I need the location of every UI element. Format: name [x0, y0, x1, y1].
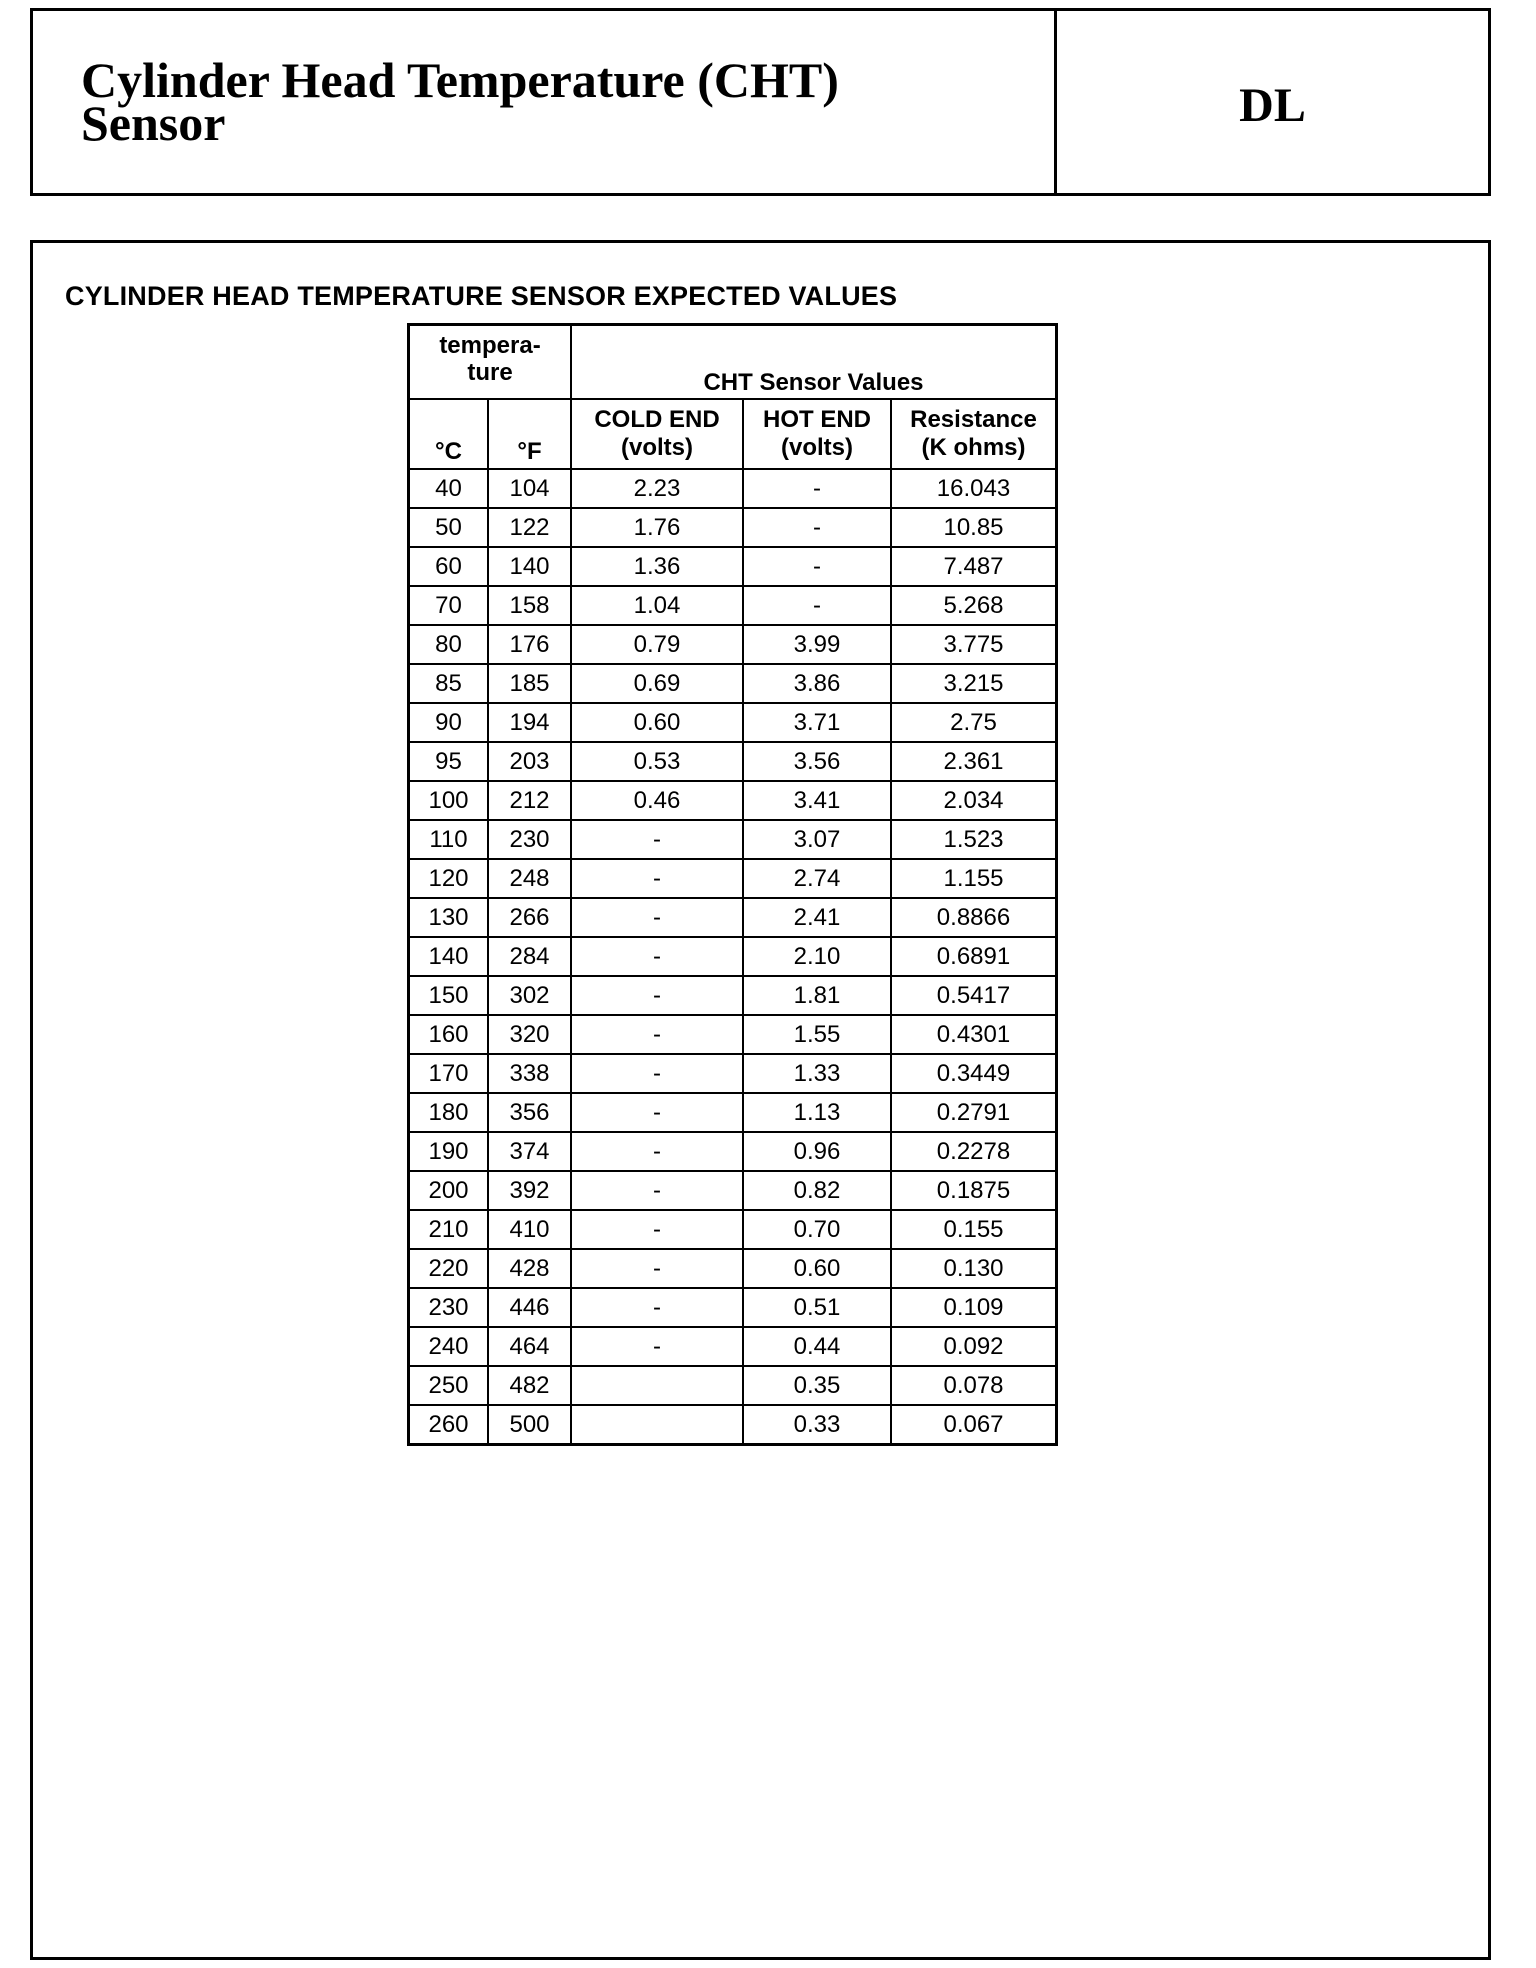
hot-end-volts-cell: 1.55 [743, 1015, 891, 1054]
hot-end-volts-cell: - [743, 508, 891, 547]
celsius-cell: 90 [409, 703, 489, 742]
hot-end-volts-cell: 3.86 [743, 664, 891, 703]
hot-end-volts-cell: 0.70 [743, 1210, 891, 1249]
celsius-cell: 220 [409, 1249, 489, 1288]
celsius-cell: 120 [409, 859, 489, 898]
celsius-cell: 240 [409, 1327, 489, 1366]
celsius-cell: 110 [409, 820, 489, 859]
resistance-cell: 2.75 [891, 703, 1057, 742]
resistance-cell: 2.034 [891, 781, 1057, 820]
fahrenheit-cell: 392 [488, 1171, 571, 1210]
sensor-values-header: CHT Sensor Values [571, 325, 1057, 400]
table-row [409, 1054, 1057, 1093]
header-title-cell [33, 11, 1057, 193]
celsius-cell: 80 [409, 625, 489, 664]
fahrenheit-cell: 464 [488, 1327, 571, 1366]
fahrenheit-cell: 122 [488, 508, 571, 547]
celsius-cell: 85 [409, 664, 489, 703]
cold-end-volts-cell: - [571, 898, 743, 937]
page-title-line-1: Cylinder Head Temperature (CHT) [81, 52, 839, 108]
resistance-cell: 0.067 [891, 1405, 1057, 1445]
resistance-cell: 5.268 [891, 586, 1057, 625]
fahrenheit-header: °F [488, 399, 571, 469]
fahrenheit-cell: 356 [488, 1093, 571, 1132]
celsius-cell: 180 [409, 1093, 489, 1132]
celsius-cell: 95 [409, 742, 489, 781]
content-panel [30, 240, 1491, 1960]
resistance-cell: 0.6891 [891, 937, 1057, 976]
resistance-cell: 0.109 [891, 1288, 1057, 1327]
cold-end-volts-cell: - [571, 820, 743, 859]
page-title [81, 52, 1054, 151]
table-row [409, 547, 1057, 586]
cold-end-volts-cell: - [571, 859, 743, 898]
resistance-cell: 0.155 [891, 1210, 1057, 1249]
celsius-cell: 190 [409, 1132, 489, 1171]
resistance-cell: 3.215 [891, 664, 1057, 703]
temperature-header-line-2: ture [467, 359, 513, 386]
cold-end-volts-cell: 0.53 [571, 742, 743, 781]
cold-end-volts-cell: 2.23 [571, 469, 743, 508]
cold-end-volts-cell: - [571, 1093, 743, 1132]
table-row [409, 781, 1057, 820]
resistance-cell: 10.85 [891, 508, 1057, 547]
resistance-cell: 2.361 [891, 742, 1057, 781]
celsius-cell: 70 [409, 586, 489, 625]
cold-end-volts-cell: - [571, 1015, 743, 1054]
table-row [409, 820, 1057, 859]
celsius-cell: 100 [409, 781, 489, 820]
fahrenheit-cell: 500 [488, 1405, 571, 1445]
celsius-cell: 200 [409, 1171, 489, 1210]
expected-values-table [407, 323, 1058, 1446]
fahrenheit-cell: 158 [488, 586, 571, 625]
cold-end-volts-cell: - [571, 1132, 743, 1171]
cold-end-volts-cell: - [571, 1288, 743, 1327]
celsius-cell: 170 [409, 1054, 489, 1093]
fahrenheit-cell: 320 [488, 1015, 571, 1054]
cold-end-header-line-1: COLD END [594, 406, 720, 433]
cold-end-header-line-2: (volts) [621, 434, 693, 461]
cold-end-header [571, 399, 743, 469]
cold-end-volts-cell: 1.76 [571, 508, 743, 547]
celsius-cell: 230 [409, 1288, 489, 1327]
hot-end-volts-cell: - [743, 547, 891, 586]
fahrenheit-cell: 482 [488, 1366, 571, 1405]
resistance-cell: 3.775 [891, 625, 1057, 664]
celsius-cell: 210 [409, 1210, 489, 1249]
table-row [409, 625, 1057, 664]
table-row [409, 1210, 1057, 1249]
table-row [409, 937, 1057, 976]
resistance-cell: 0.4301 [891, 1015, 1057, 1054]
hot-end-volts-cell: 0.44 [743, 1327, 891, 1366]
fahrenheit-cell: 284 [488, 937, 571, 976]
fahrenheit-cell: 302 [488, 976, 571, 1015]
fahrenheit-cell: 212 [488, 781, 571, 820]
fahrenheit-cell: 428 [488, 1249, 571, 1288]
table-row [409, 1366, 1057, 1405]
celsius-cell: 140 [409, 937, 489, 976]
page-header [30, 8, 1491, 196]
celsius-cell: 260 [409, 1405, 489, 1445]
hot-end-volts-cell: 0.35 [743, 1366, 891, 1405]
hot-end-volts-cell: 3.41 [743, 781, 891, 820]
table-row [409, 703, 1057, 742]
celsius-cell: 150 [409, 976, 489, 1015]
cold-end-volts-cell [571, 1366, 743, 1405]
cold-end-volts-cell: - [571, 1327, 743, 1366]
hot-end-volts-cell: 0.96 [743, 1132, 891, 1171]
resistance-cell: 1.155 [891, 859, 1057, 898]
header-code-cell [1057, 11, 1488, 193]
cold-end-volts-cell [571, 1405, 743, 1445]
hot-end-volts-cell: 2.41 [743, 898, 891, 937]
celsius-cell: 40 [409, 469, 489, 508]
celsius-header: °C [409, 399, 489, 469]
table-row [409, 1405, 1057, 1445]
table-row [409, 1171, 1057, 1210]
hot-end-header-line-2: (volts) [781, 434, 853, 461]
fahrenheit-cell: 338 [488, 1054, 571, 1093]
celsius-cell: 250 [409, 1366, 489, 1405]
celsius-cell: 130 [409, 898, 489, 937]
table-row [409, 1288, 1057, 1327]
table-row [409, 1015, 1057, 1054]
fahrenheit-cell: 410 [488, 1210, 571, 1249]
hot-end-volts-cell: 1.33 [743, 1054, 891, 1093]
table-row [409, 1093, 1057, 1132]
cold-end-volts-cell: - [571, 976, 743, 1015]
section-title: CYLINDER HEAD TEMPERATURE SENSOR EXPECTED VALUES [65, 281, 898, 311]
cold-end-volts-cell: - [571, 937, 743, 976]
hot-end-header [743, 399, 891, 469]
table-row [409, 898, 1057, 937]
table-body [409, 469, 1057, 1445]
resistance-cell: 0.8866 [891, 898, 1057, 937]
table-row [409, 742, 1057, 781]
table-row [409, 664, 1057, 703]
hot-end-volts-cell: 2.10 [743, 937, 891, 976]
fahrenheit-cell: 140 [488, 547, 571, 586]
fahrenheit-cell: 194 [488, 703, 571, 742]
table-row [409, 469, 1057, 508]
cold-end-volts-cell: - [571, 1054, 743, 1093]
cold-end-volts-cell: - [571, 1249, 743, 1288]
resistance-cell: 16.043 [891, 469, 1057, 508]
hot-end-volts-cell: 0.33 [743, 1405, 891, 1445]
celsius-cell: 60 [409, 547, 489, 586]
fahrenheit-cell: 104 [488, 469, 571, 508]
fahrenheit-cell: 230 [488, 820, 571, 859]
hot-end-volts-cell: 1.81 [743, 976, 891, 1015]
table-header-row [409, 325, 1057, 400]
page-title-line-2: Sensor [81, 95, 226, 151]
fahrenheit-cell: 374 [488, 1132, 571, 1171]
resistance-cell: 0.2278 [891, 1132, 1057, 1171]
hot-end-volts-cell: 3.56 [743, 742, 891, 781]
resistance-header [891, 399, 1057, 469]
table-subheader-row [409, 399, 1057, 469]
resistance-header-line-1: Resistance [910, 406, 1037, 433]
resistance-cell: 0.130 [891, 1249, 1057, 1288]
table-row [409, 1132, 1057, 1171]
cold-end-volts-cell: 0.69 [571, 664, 743, 703]
resistance-cell: 0.2791 [891, 1093, 1057, 1132]
celsius-cell: 50 [409, 508, 489, 547]
temperature-header [409, 325, 572, 400]
cold-end-volts-cell: - [571, 1171, 743, 1210]
cold-end-volts-cell: 1.04 [571, 586, 743, 625]
resistance-header-line-2: (K ohms) [921, 434, 1026, 461]
fahrenheit-cell: 248 [488, 859, 571, 898]
hot-end-volts-cell: 3.71 [743, 703, 891, 742]
resistance-cell: 7.487 [891, 547, 1057, 586]
hot-end-volts-cell: - [743, 586, 891, 625]
fahrenheit-cell: 446 [488, 1288, 571, 1327]
cold-end-volts-cell: 0.79 [571, 625, 743, 664]
resistance-cell: 0.078 [891, 1366, 1057, 1405]
temperature-header-line-1: tempera- [439, 332, 541, 359]
hot-end-volts-cell: 1.13 [743, 1093, 891, 1132]
hot-end-header-line-1: HOT END [763, 406, 871, 433]
resistance-cell: 0.5417 [891, 976, 1057, 1015]
table-row [409, 1249, 1057, 1288]
table-row [409, 508, 1057, 547]
cold-end-volts-cell: - [571, 1210, 743, 1249]
table-row [409, 859, 1057, 898]
pinpoint-test-code: DL [1239, 78, 1306, 132]
hot-end-volts-cell: 0.60 [743, 1249, 891, 1288]
hot-end-volts-cell: 0.82 [743, 1171, 891, 1210]
resistance-cell: 0.3449 [891, 1054, 1057, 1093]
cold-end-volts-cell: 0.46 [571, 781, 743, 820]
hot-end-volts-cell: 3.99 [743, 625, 891, 664]
table-row [409, 976, 1057, 1015]
fahrenheit-cell: 185 [488, 664, 571, 703]
hot-end-volts-cell: 2.74 [743, 859, 891, 898]
fahrenheit-cell: 266 [488, 898, 571, 937]
celsius-cell: 160 [409, 1015, 489, 1054]
fahrenheit-cell: 176 [488, 625, 571, 664]
fahrenheit-cell: 203 [488, 742, 571, 781]
resistance-cell: 0.1875 [891, 1171, 1057, 1210]
table-row [409, 1327, 1057, 1366]
hot-end-volts-cell: 0.51 [743, 1288, 891, 1327]
cold-end-volts-cell: 0.60 [571, 703, 743, 742]
hot-end-volts-cell: - [743, 469, 891, 508]
hot-end-volts-cell: 3.07 [743, 820, 891, 859]
resistance-cell: 1.523 [891, 820, 1057, 859]
table-row [409, 586, 1057, 625]
resistance-cell: 0.092 [891, 1327, 1057, 1366]
cold-end-volts-cell: 1.36 [571, 547, 743, 586]
